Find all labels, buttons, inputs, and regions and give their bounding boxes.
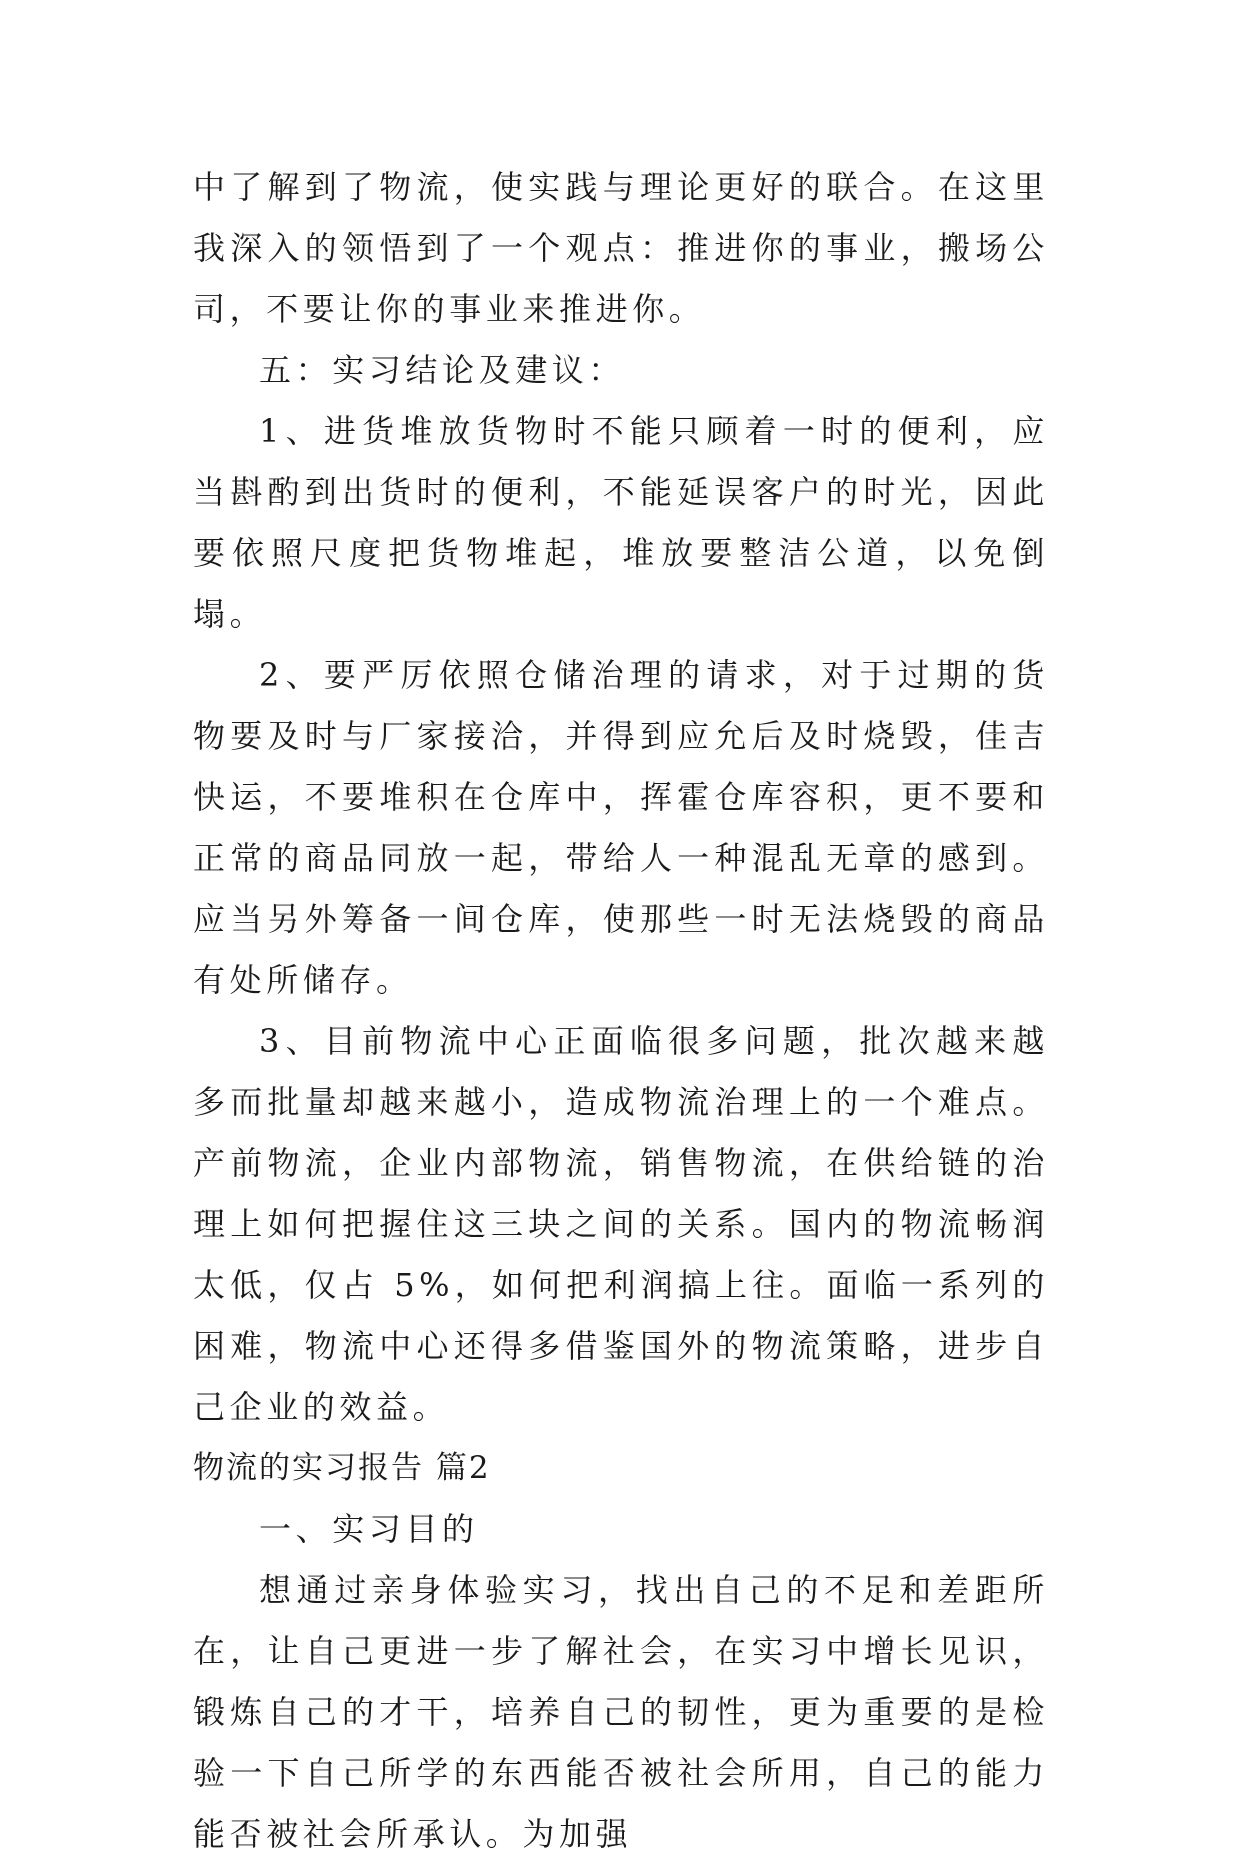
suggestion-item-2: 2、要严厉依照仓储治理的请求，对于过期的货物要及时与厂家接洽，并得到应允后及时烧毁，佳吉快运，不要堆积在仓库中，挥霍仓库容积，更不要和正常的商品同放一起，带给人一种混乱无章的感到。应当另外筹备一间仓库，使那些一时无法烧毁的商品有处所储存。 [193,656,1049,999]
section-five-heading: 五：实习结论及建议： [259,351,626,389]
paragraph-continuation: 中了解到了物流，使实践与理论更好的联合。在这里我深入的领悟到了一个观点：推进你的事业，搬场公司，不要让你的事业来推进你。 [193,168,1049,328]
internship-purpose-paragraph: 想通过亲身体验实习，找出自己的不足和差距所在，让自己更进一步了解社会，在实习中增长见识，锻炼自己的才干，培养自己的韧性，更为重要的是检验一下自己所学的东西能否被社会所用，自己的能力能否被社会所承认。为加强 [193,1571,1049,1853]
section-one-heading: 一、实习目的 [259,1510,479,1548]
suggestion-item-1: 1、进货堆放货物时不能只顾着一时的便利，应当斟酌到出货时的便利，不能延误客户的时光，因此要依照尺度把货物堆起，堆放要整洁公道，以免倒塌。 [193,412,1049,633]
article-title-part-2: 物流的实习报告 篇2 [193,1450,491,1486]
document-body [193,157,1049,1865]
suggestion-item-3: 3、目前物流中心正面临很多问题，批次越来越多而批量却越来越小，造成物流治理上的一个难点。产前物流，企业内部物流，销售物流，在供给链的治理上如何把握住这三块之间的关系。国内的物流畅润太低，仅占 5%，如何把利润搞上往。面临一系列的困难，物流中心还得多借鉴国外的物流策略，进步自己企业的效益。 [193,1022,1049,1426]
